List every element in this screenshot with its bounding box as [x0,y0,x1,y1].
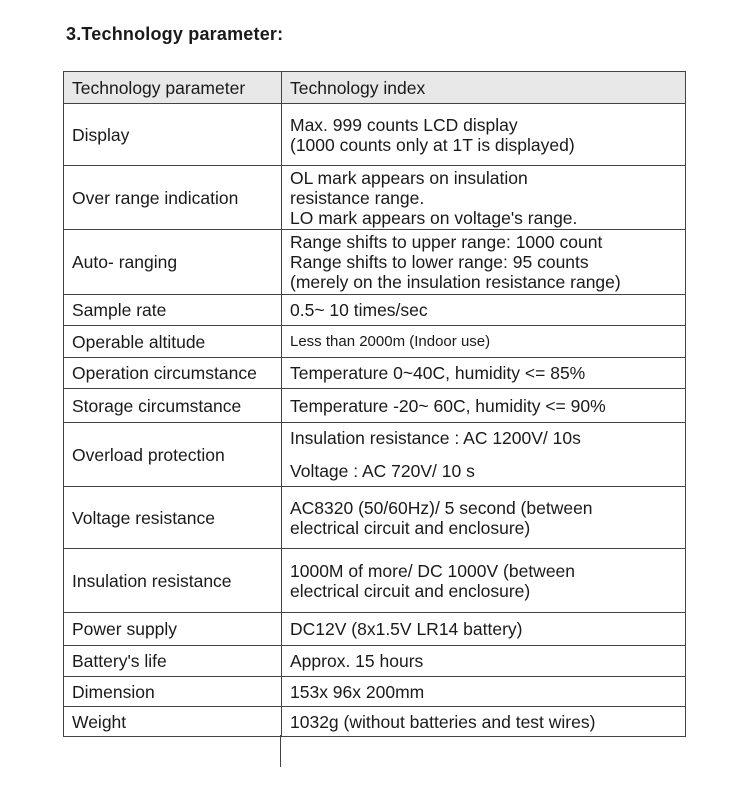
index-line-insulation: Insulation resistance : AC 1200V/ 10s [290,428,581,448]
index-cell: 153x 96x 200mm [282,677,686,707]
index-cell: AC8320 (50/60Hz)/ 5 second (between electrical circuit and enclosure) [282,487,686,549]
index-cell: Max. 999 counts LCD display (1000 counts only at 1T is displayed) [282,104,686,166]
index-cell: Less than 2000m (Indoor use) [282,326,686,358]
index-cell: DC12V (8x1.5V LR14 battery) [282,613,686,646]
param-cell: Dimension [64,677,282,707]
param-cell: Operable altitude [64,326,282,358]
header-index: Technology index [282,72,686,104]
table-row [64,230,686,295]
table-row [64,487,686,549]
tech-parameter-table [63,71,686,737]
table-row [64,104,686,166]
index-cell: Range shifts to upper range: 1000 count Range shifts to lower range: 95 counts (merely on the insulation resistance range) [282,230,686,295]
table-row [64,613,686,646]
param-cell: Display [64,104,282,166]
param-cell: Operation circumstance [64,358,282,389]
index-cell: 1032g (without batteries and test wires) [282,707,686,737]
header-parameter: Technology parameter [64,72,282,104]
param-cell: Auto- ranging [64,230,282,295]
index-cell: Temperature -20~ 60C, humidity <= 90% [282,389,686,423]
index-cell: 1000M of more/ DC 1000V (between electrical circuit and enclosure) [282,549,686,613]
param-cell: Voltage resistance [64,487,282,549]
param-cell: Sample rate [64,295,282,326]
param-cell: Storage circumstance [64,389,282,423]
column-divider-extension [280,735,281,767]
index-cell: Approx. 15 hours [282,646,686,677]
table-row [64,549,686,613]
param-cell: Battery's life [64,646,282,677]
table-row [64,326,686,358]
param-cell: Over range indication [64,166,282,230]
table-row [64,166,686,230]
index-cell: Temperature 0~40C, humidity <= 85% [282,358,686,389]
table-row [64,677,686,707]
table-row [64,389,686,423]
param-cell: Power supply [64,613,282,646]
param-cell: Overload protection [64,423,282,487]
line-gap [290,448,685,461]
param-cell: Insulation resistance [64,549,282,613]
table-row [64,707,686,737]
table-row [64,358,686,389]
table-row [64,295,686,326]
table-header-row [64,72,686,104]
section-title: 3.Technology parameter: [66,24,284,44]
table-row [64,423,686,487]
table-row [64,646,686,677]
index-cell: 0.5~ 10 times/sec [282,295,686,326]
index-cell: OL mark appears on insulation resistance range. LO mark appears on voltage's range. [282,166,686,230]
index-line-voltage: Voltage : AC 720V/ 10 s [290,461,475,481]
param-cell: Weight [64,707,282,737]
index-cell [282,423,686,487]
